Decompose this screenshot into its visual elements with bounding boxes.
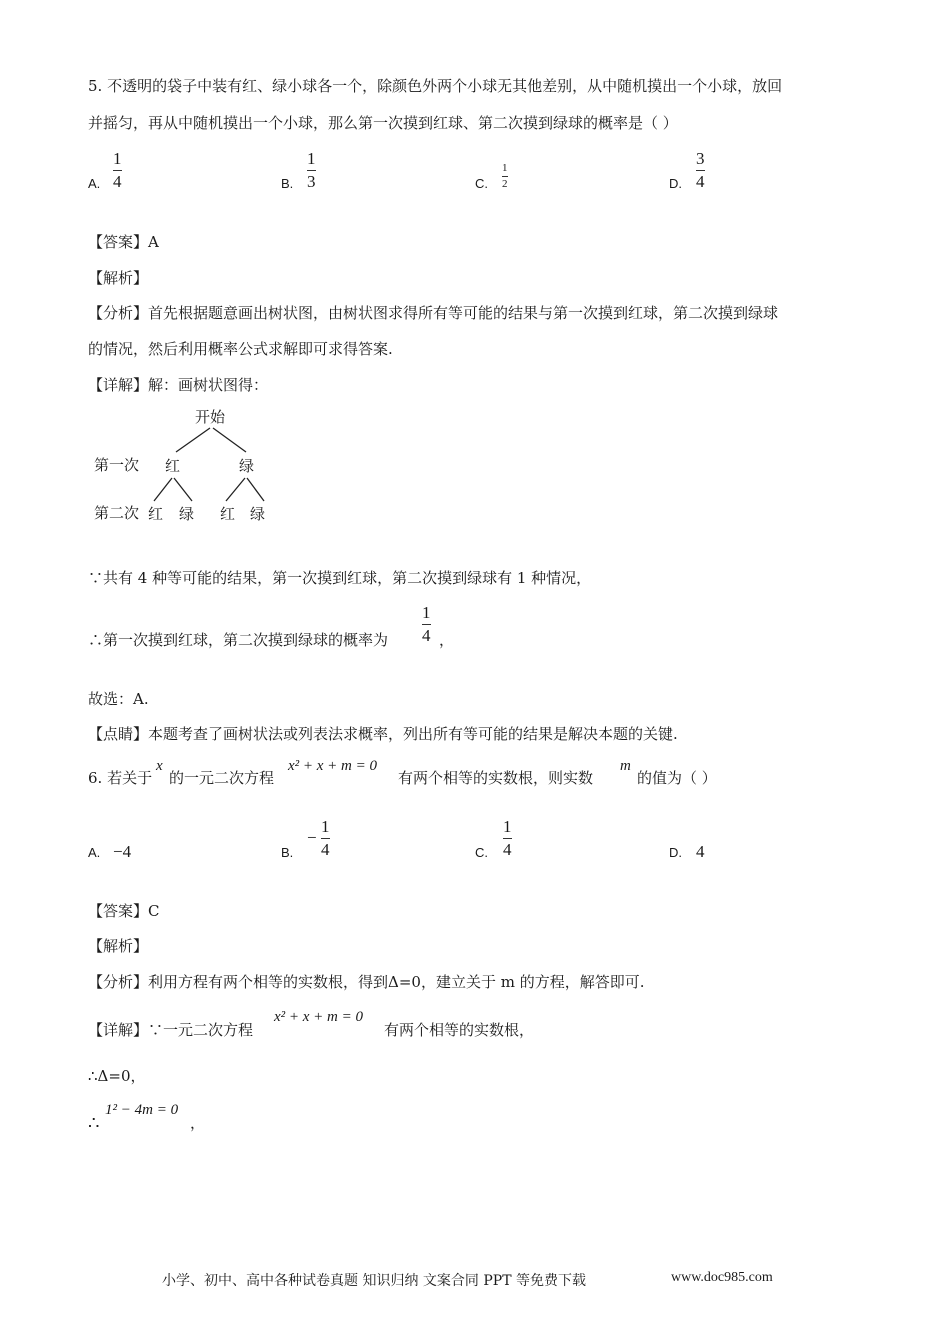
tree-level1-green: 绿 — [239, 457, 255, 475]
q5-therefore-line — [88, 630, 388, 650]
q5-therefore-fraction: 1 4 — [422, 603, 431, 645]
q5-analysis-line2: 的情况，然后利用概率公式求解即可求得答案. — [88, 340, 393, 358]
q6-stem-part-b: 的一元二次方程 — [169, 769, 275, 787]
q6-step2-symbol: ∴ — [88, 1113, 100, 1134]
tree-level2-red-1: 红 — [148, 505, 164, 523]
q5-analysis-heading: 【解析】 — [88, 269, 149, 287]
tree-row1-label: 第一次 — [94, 456, 140, 474]
q6-option-b-sign: − — [307, 828, 317, 847]
q6-var-m: m — [620, 758, 631, 774]
q6-var-x: x — [156, 758, 163, 774]
q6-option-b-label: B. — [281, 845, 294, 860]
q5-option-d-label: D. — [669, 176, 682, 191]
q6-option-b-fraction: 1 4 — [321, 817, 330, 859]
q6-stem — [88, 768, 152, 788]
tree-level1-red: 红 — [165, 457, 181, 475]
q6-step2-equation: 1² − 4m = 0 — [105, 1102, 179, 1118]
q5-stem-line1: 5. 不透明的袋子中装有红、绿小球各一个，除颜色外两个小球无其他差别，从中随机摸出一个小球，放回 — [88, 77, 783, 95]
tree-level2-red-2: 红 — [220, 505, 236, 523]
q6-option-c-label: C. — [475, 845, 488, 860]
tree-diagram — [88, 402, 288, 532]
q6-analysis: 【分析】利用方程有两个相等的实数根，得到Δ=0，建立关于 m 的方程，解答即可. — [88, 973, 645, 991]
q6-stem-part-c: 有两个相等的实数根，则实数 — [398, 769, 594, 787]
q5-option-b-label: B. — [281, 176, 294, 191]
q6-detail-equation: x² + x + m = 0 — [274, 1009, 364, 1025]
q5-answer: 【答案】A — [88, 233, 159, 251]
tree-branches — [88, 402, 288, 532]
q6-step1: ∴Δ=0， — [88, 1067, 146, 1085]
q6-option-d-value: 4 — [696, 842, 705, 861]
q5-therefore-text: ∴第一次摸到红球，第二次摸到绿球的概率为 — [88, 631, 389, 649]
q6-analysis-heading: 【解析】 — [88, 937, 149, 955]
q5-option-d-fraction: 3 4 — [696, 149, 705, 191]
q5-comment: 【点睛】本题考查了画树状法或列表法求概率，列出所有等可能的结果是解决本题的关键. — [88, 725, 678, 743]
q6-option-a-value: −4 — [113, 842, 132, 861]
q6-option-a-label: A. — [88, 845, 101, 860]
q5-stem-line2: 并摇匀，再从中随机摸出一个小球，那么第一次摸到红球、第二次摸到绿球的概率是（ ） — [88, 114, 678, 132]
q5-option-a-label: A. — [88, 176, 101, 191]
footer-url[interactable]: www.doc985.com — [671, 1270, 773, 1285]
q5-option-c-label: C. — [475, 176, 488, 191]
q6-step2-end: ， — [190, 1114, 206, 1132]
q5-therefore-end: ， — [439, 631, 455, 649]
q6-detail-part-a: 【详解】∵一元二次方程 — [88, 1021, 254, 1039]
q5-choose: 故选：A. — [88, 690, 149, 708]
q5-because-line: ∵共有 4 种等可能的结果，第一次摸到红球，第二次摸到绿球有 1 种情况， — [88, 569, 592, 587]
q6-stem-part-a: 6. 若关于 — [88, 769, 153, 787]
q5-detail-intro: 【详解】解：画树状图得： — [88, 376, 269, 394]
tree-level2-green-2: 绿 — [250, 505, 266, 523]
q5-option-c-fraction: 1 2 — [502, 162, 508, 190]
q5-analysis-line1: 【分析】首先根据题意画出树状图，由树状图求得所有等可能的结果与第一次摸到红球，第二次摸到绿球 — [88, 304, 779, 322]
q6-detail-part-b: 有两个相等的实数根， — [384, 1021, 535, 1039]
tree-level2-green-1: 绿 — [179, 505, 195, 523]
q6-option-d-label: D. — [669, 845, 682, 860]
q6-stem-part-d: 的值为（ ） — [637, 769, 717, 787]
q5-option-a-fraction: 1 4 — [113, 149, 122, 191]
q6-answer: 【答案】C — [88, 902, 160, 920]
q5-option-b-fraction: 1 3 — [307, 149, 316, 191]
tree-row2-label: 第二次 — [94, 504, 140, 522]
q6-option-c-fraction: 1 4 — [503, 817, 512, 859]
q6-stem-equation: x² + x + m = 0 — [288, 758, 378, 774]
tree-root-label: 开始 — [195, 408, 226, 426]
footer-text: 小学、初中、高中各种试卷真题 知识归纳 文案合同 PPT 等免费下载 — [162, 1273, 586, 1289]
